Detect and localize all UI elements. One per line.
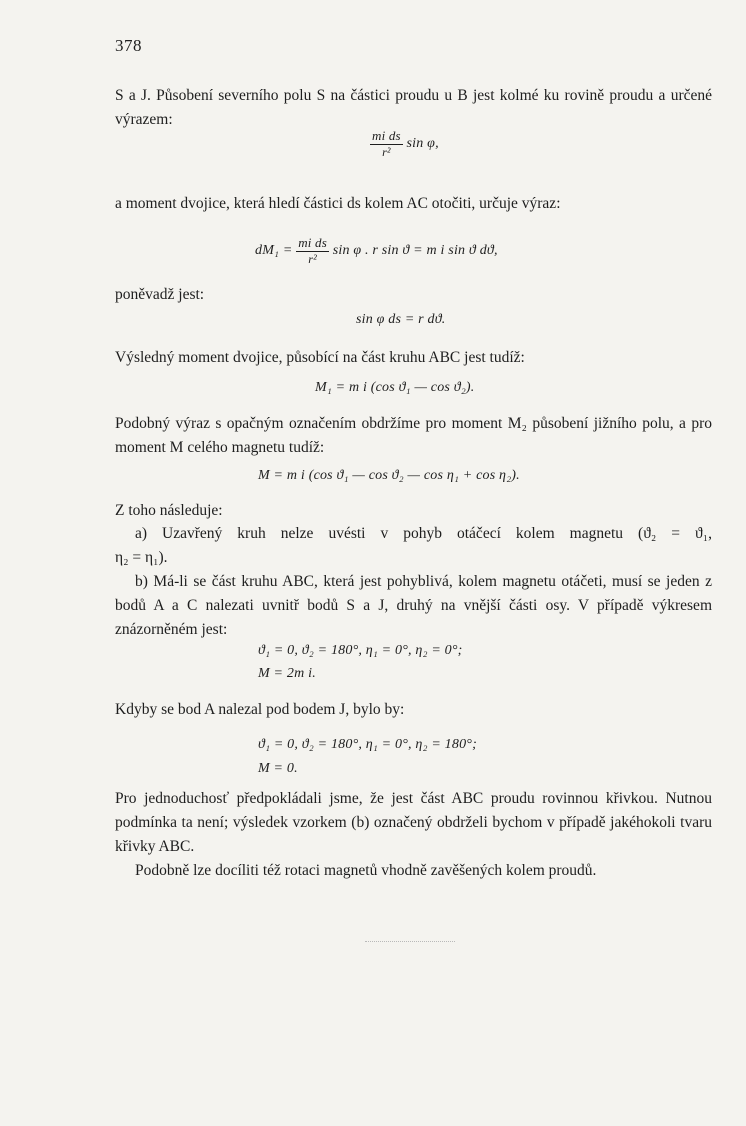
paragraph-6: Z toho následuje:	[115, 502, 223, 519]
equation-3: sin φ ds = r dϑ.	[356, 312, 446, 327]
equation-4: M₁ = m i (cos ϑ₁ — cos ϑ₂).	[315, 380, 475, 395]
paragraph-9: Kdyby se bod A nalezal pod bodem J, bylo by:	[115, 701, 405, 718]
bottom-divider	[365, 941, 455, 942]
equation-6a: ϑ₁ = 0, ϑ₂ = 180°, η₁ = 0°, η₂ = 0°;	[258, 643, 463, 658]
equation-7b: M = 0.	[258, 761, 298, 776]
equation-6b: M = 2m i.	[258, 666, 316, 681]
equation-5: M = m i (cos ϑ₁ — cos ϑ₂ — cos η₁ + cos η₂).	[258, 468, 520, 483]
page-number: 378	[115, 36, 142, 55]
equation-2-lhs: dM₁ =	[255, 243, 293, 259]
paragraph-11: Podobně lze docíliti též rotaci magnetů vhodně zavěšených kolem proudů.	[135, 862, 597, 879]
equation-2-numerator: mi ds	[298, 235, 327, 250]
paragraph-7b: η₂ = η₁).	[115, 549, 168, 566]
paragraph-4: Výsledný moment dvojice, působící na část kruhu ABC jest tudíž:	[115, 349, 525, 366]
equation-1-rest: sin φ,	[406, 136, 439, 152]
paragraph-10: Pro jednoduchosť předpokládali jsme, že jest část ABC proudu rovinnou křivkou. Nutnou podmínka ta není; výsledek vzorkem (b) označený obdrželi bychom v případě jakéhokoli tvaru křivky ABC.	[115, 790, 712, 855]
equation-2	[255, 235, 498, 267]
equation-2-fraction	[296, 235, 329, 267]
equation-1	[370, 128, 439, 160]
equation-2-rest: sin φ . r sin ϑ = m i sin ϑ dϑ,	[332, 243, 498, 259]
paragraph-8: b) Má-li se část kruhu ABC, která jest pohyblivá, kolem magnetu otáčeti, musí se jeden z bodů A a C nalezati uvnitř bodů S a J, druhý na vnější části osy. V případě výkresem znázorněném jest:	[115, 573, 712, 638]
paragraph-1: S a J. Působení severního polu S na částici proudu u B jest kolmé ku rovině proudu a určené výrazem:	[115, 87, 712, 128]
paragraph-2: a moment dvojice, která hledí částici ds kolem AC otočiti, určuje výraz:	[115, 195, 561, 212]
paragraph-5: Podobný výraz s opačným označením obdržíme pro moment M₂ působení jižního polu, a pro moment M celého magnetu tudíž:	[115, 415, 712, 456]
equation-1-denominator: r²	[382, 145, 391, 159]
equation-2-denominator: r²	[308, 252, 317, 266]
equation-7a: ϑ₁ = 0, ϑ₂ = 180°, η₁ = 0°, η₂ = 180°;	[258, 737, 477, 752]
equation-1-fraction	[370, 128, 403, 160]
paragraph-7a: a) Uzavřený kruh nelze uvésti v pohyb otáčecí kolem magnetu (ϑ₂ = ϑ₁,	[135, 525, 712, 542]
equation-1-numerator: mi ds	[372, 128, 401, 143]
paragraph-3: poněvadž jest:	[115, 286, 205, 303]
